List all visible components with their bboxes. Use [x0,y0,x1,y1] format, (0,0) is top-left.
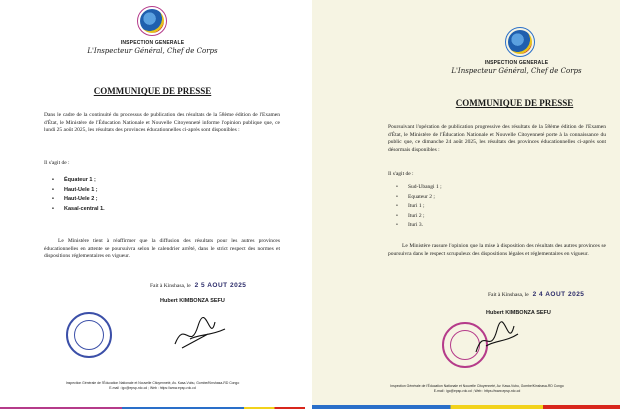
press-release-right [312,0,620,409]
list-item: • Ituri 1 ; [396,202,596,212]
list-item: • Ituri 2 ; [396,212,596,222]
intro-paragraph: Poursuivant l'opération de publication progressive des résultats de la 58ème édition de l'Examen d'État, le Ministère de l'Éducation Nationale et Nouvelle Citoyenneté porte à la connaissance du public que, ce dimanche 24 août 2025, les résultats des provinces éducationnelles ci-après sont désormais disponibles : [388,124,606,153]
province-list [396,183,596,231]
document-title: COMMUNIQUE DE PRESSE [93,86,212,96]
list-item: • Sud-Ubangi 1 ; [396,183,596,193]
document-title: COMMUNIQUE DE PRESSE [455,98,574,108]
signature-mark [170,314,230,354]
list-item: • Haut-Uele 2 ; [52,195,252,205]
role-script: L'Inspecteur Général, Chef de Corps [451,67,582,75]
list-item: • Kasaï-central 1. [52,205,252,215]
place-label: Fait à Kinshasa, le [488,292,529,298]
closing-paragraph: Le Ministère tient à réaffirmer que la diffusion des résultats pour les autres provinces éducationnelles en attente se poursuivra selon le calendrier arrêté, dans le strict respect des normes et dispositions réglementaires en vigueur. [44,238,280,260]
place-date [150,282,246,289]
press-release-left [0,0,305,409]
signer-name: Hubert KIMBONZA SEFU [486,310,551,316]
place-label: Fait à Kinshasa, le [150,283,191,289]
province-list [52,176,252,214]
seal-inner-ring [74,320,104,350]
intro-paragraph: Dans le cadre de la continuité du processus de publication des résultats de la 58ème édition de l'Examen d'État, le Ministère de l'Éducation Nationale et Nouvelle Citoyenneté informe l'opinion publique que, ce lundi 25 août 2025, les résultats des provinces éducationnelles ci-après sont disponibles : [44,112,280,134]
signature-mark [472,320,522,360]
footer-line: Inspection Générale de l'Éducation Nationale et Nouvelle Citoyenneté, Av. Kasa-Vubu, Gombe/Kinshasa-RD Congo [390,384,564,388]
signer-name: Hubert KIMBONZA SEFU [160,298,225,304]
inspection-heading: INSPECTION GENERALE [120,40,185,46]
date-stamp: 2 4 AOUT 2025 [532,291,585,298]
footer-flag-bar [312,405,620,409]
list-label: Il s'agit de : [44,160,70,166]
list-item: • Ituri 3. [396,221,596,231]
footer-line: E-mail : igc@epsp-rdc.cd ; Web : https://www.epsp-rdc.cd [433,389,521,393]
list-item: • Equateur 2 ; [396,193,596,203]
logo-emblem [508,30,532,54]
footer-line: Inspection Générale de l'Éducation Nationale et Nouvelle Citoyenneté, Av. Kasa-Vubu, Gombe/Kinshasa-RD Congo [65,381,240,385]
ministry-logo [505,27,535,57]
logo-emblem [140,9,164,33]
date-stamp: 2 5 AOUT 2025 [194,282,247,289]
list-item: • Équateur 1 ; [52,176,252,186]
place-date [488,291,584,298]
inspection-heading: INSPECTION GENERALE [484,60,549,66]
official-seal [66,312,112,358]
footer-address [352,384,602,394]
role-script: L'Inspecteur Général, Chef de Corps [87,47,218,55]
footer-line: E-mail : igc@epsp-rdc.cd ; Web : https://www.epsp-rdc.cd [109,386,196,390]
footer-address [20,381,285,391]
page-separator [305,0,312,409]
closing-paragraph: Le Ministère rassure l'opinion que la mise à disposition des résultats des autres provinces se poursuivra dans le respect scrupuleux des dispositions légales et réglementaires en vigueur. [388,243,606,257]
ministry-logo [137,6,167,36]
list-label: Il s'agit de : [388,171,414,177]
list-item: • Haut-Uele 1 ; [52,186,252,196]
